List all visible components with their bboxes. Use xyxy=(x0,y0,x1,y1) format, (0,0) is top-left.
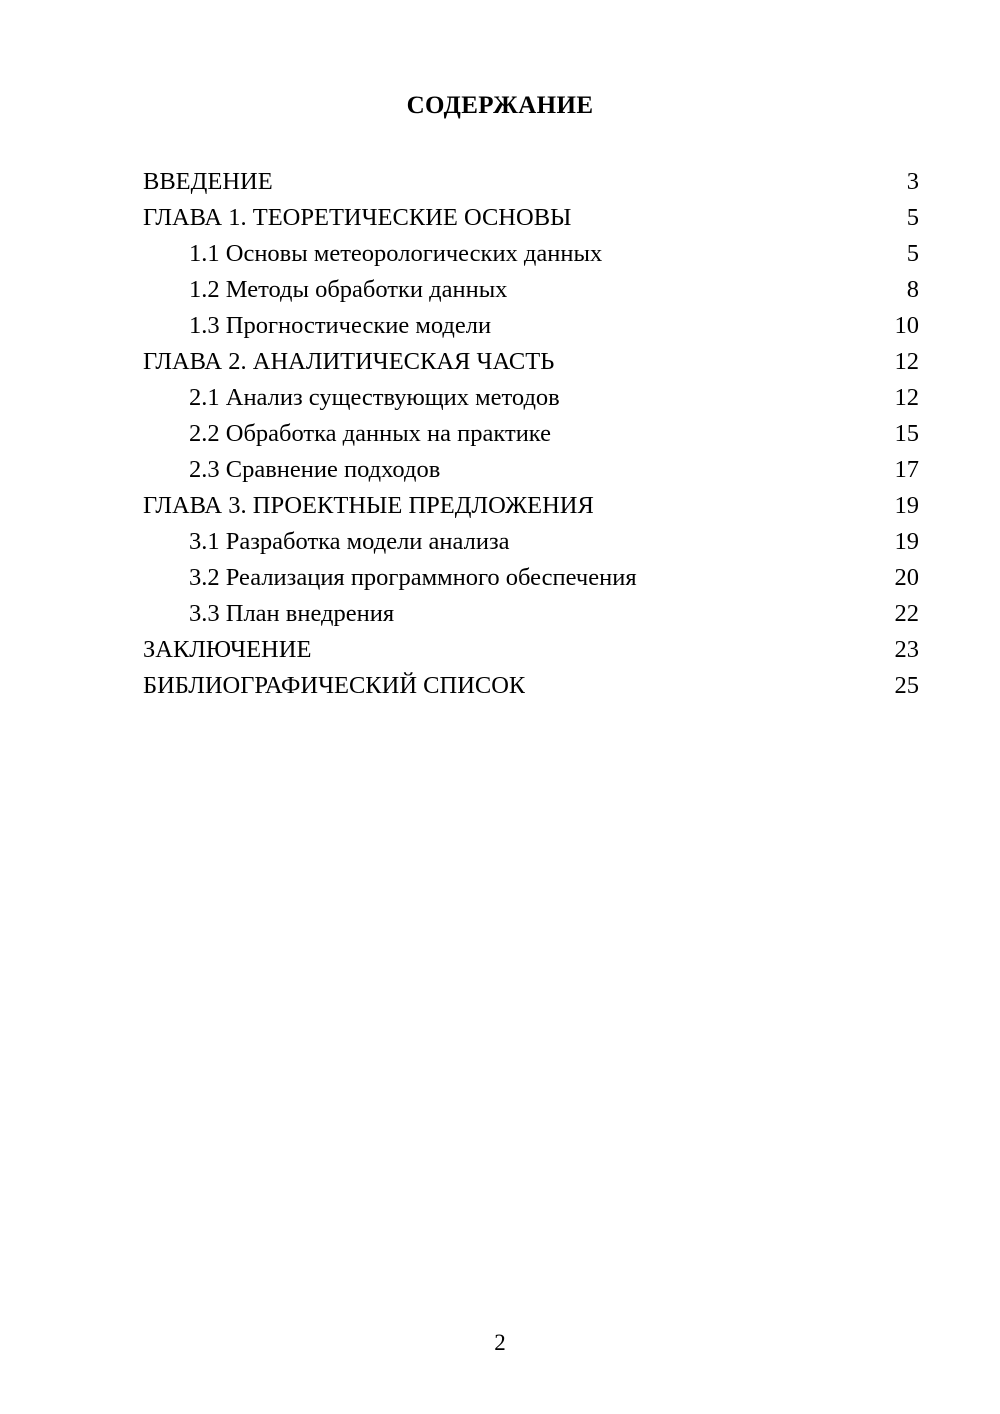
toc-entry-label: ГЛАВА 3. ПРОЕКТНЫЕ ПРЕДЛОЖЕНИЯ xyxy=(143,492,594,519)
toc-entry-page: 12 xyxy=(894,348,919,375)
toc-entry-label: ВВЕДЕНИЕ xyxy=(143,168,273,195)
toc-entry-page: 25 xyxy=(894,672,919,699)
toc-entry-label: 1.2 Методы обработки данных xyxy=(189,276,508,303)
toc-entry[interactable] xyxy=(143,420,921,456)
toc-entry-page: 3 xyxy=(906,168,919,195)
toc-entry[interactable] xyxy=(143,456,921,492)
page-number: 2 xyxy=(494,1330,506,1355)
toc-entry[interactable] xyxy=(143,492,921,528)
toc-entry-page: 23 xyxy=(894,636,919,663)
toc-entry-page: 15 xyxy=(894,420,919,447)
toc-entry-page: 20 xyxy=(894,564,919,591)
toc-entry-page: 19 xyxy=(894,492,919,519)
toc-entry[interactable] xyxy=(143,564,921,600)
toc-entry-label: 1.3 Прогностические модели xyxy=(189,312,492,339)
toc-entry[interactable] xyxy=(143,168,921,204)
toc-entry-page: 10 xyxy=(894,312,919,339)
toc-entry-label: 3.1 Разработка модели анализа xyxy=(189,528,510,555)
table-of-contents xyxy=(143,168,921,708)
toc-entry[interactable] xyxy=(143,204,921,240)
toc-entry-label: 1.1 Основы метеорологических данных xyxy=(189,240,603,267)
toc-entry[interactable] xyxy=(143,672,921,708)
toc-entry[interactable] xyxy=(143,600,921,636)
toc-entry[interactable] xyxy=(143,312,921,348)
toc-entry-label: 3.2 Реализация программного обеспечения xyxy=(189,564,637,591)
toc-entry-page: 17 xyxy=(894,456,919,483)
toc-entry[interactable] xyxy=(143,528,921,564)
toc-entry[interactable] xyxy=(143,276,921,312)
toc-entry-label: ГЛАВА 2. АНАЛИТИЧЕСКАЯ ЧАСТЬ xyxy=(143,348,555,375)
toc-entry-label: БИБЛИОГРАФИЧЕСКИЙ СПИСОК xyxy=(143,672,526,699)
page-title: СОДЕРЖАНИЕ xyxy=(406,92,594,119)
toc-entry[interactable] xyxy=(143,384,921,420)
toc-entry-label: 2.3 Сравнение подходов xyxy=(189,456,441,483)
toc-entry-page: 19 xyxy=(894,528,919,555)
toc-entry-label: ЗАКЛЮЧЕНИЕ xyxy=(143,636,312,663)
toc-entry-page: 5 xyxy=(906,240,919,267)
toc-entry-page: 5 xyxy=(906,204,919,231)
toc-entry-label: ГЛАВА 1. ТЕОРЕТИЧЕСКИЕ ОСНОВЫ xyxy=(143,204,572,231)
toc-entry-page: 22 xyxy=(894,600,919,627)
toc-entry-page: 8 xyxy=(906,276,919,303)
toc-entry[interactable] xyxy=(143,636,921,672)
toc-entry-label: 2.1 Анализ существующих методов xyxy=(189,384,560,411)
toc-entry-label: 2.2 Обработка данных на практике xyxy=(189,420,551,447)
toc-entry-page: 12 xyxy=(894,384,919,411)
toc-entry[interactable] xyxy=(143,240,921,276)
toc-entry[interactable] xyxy=(143,348,921,384)
toc-entry-label: 3.3 План внедрения xyxy=(189,600,395,627)
